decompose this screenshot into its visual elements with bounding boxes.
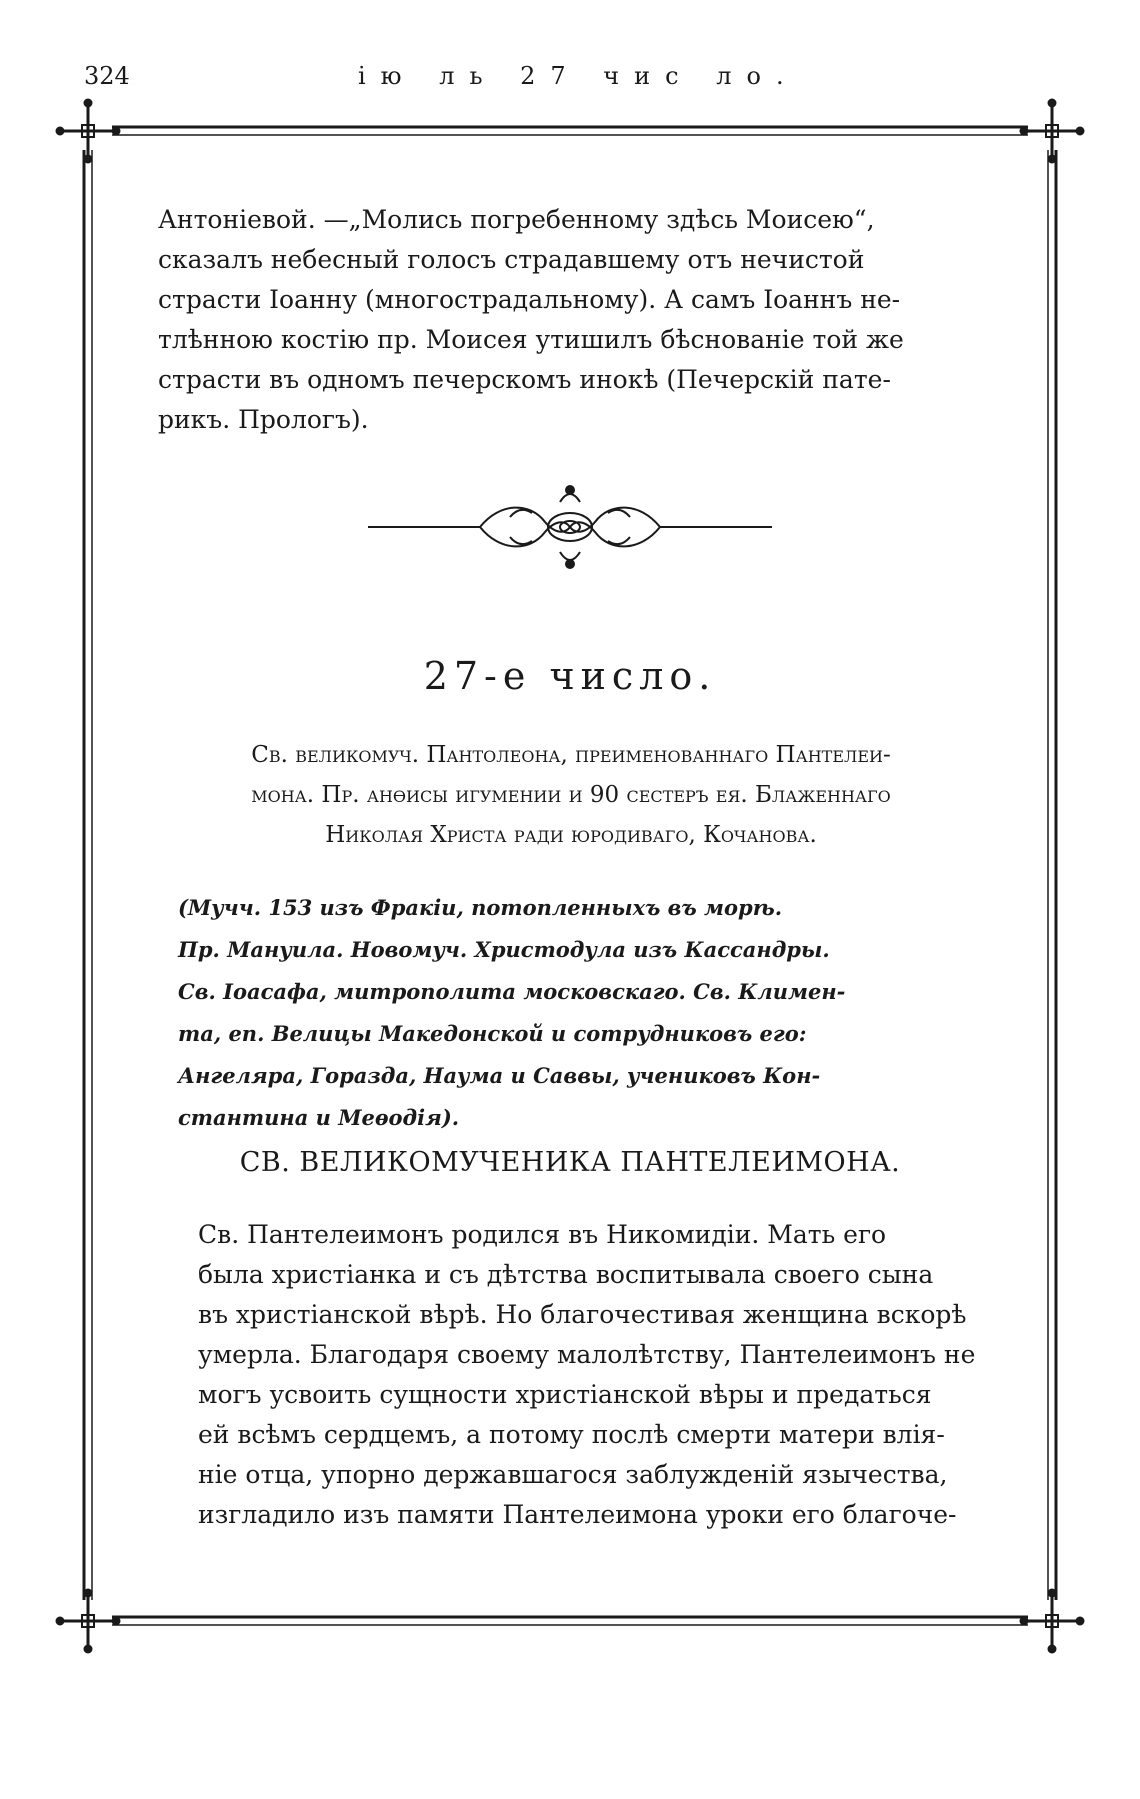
text-line: ей всѣмъ сердцемъ, а потому послѣ смерти матери влія- [198,1420,945,1449]
text-line: ніе отца, упорно державшагося заблужденій язычества, [198,1460,948,1489]
text-line: Николая Христа ради юродиваго, Кочанова. [325,822,817,848]
ornament-divider-icon [360,472,780,582]
page-number: 324 [84,62,130,90]
text-line: Антоніевой. —„Молись погребенному здѣсь Моисею“, [158,205,875,234]
text-line: Св. великомуч. Пантолеона, преименованнаго Пантелеи- [251,742,891,768]
text-line: рикъ. Прологъ). [158,405,369,434]
text-line: страсти въ одномъ печерскомъ инокѣ (Печерскій пате- [158,365,891,394]
text-line: та, еп. Велицы Македонской и сотрудниковъ его: [178,1021,807,1046]
running-title: ію ль 27 чис ло. [358,62,799,90]
running-head [0,62,1140,102]
main-text [158,1215,984,1535]
previous-entry-text [158,200,984,440]
text-line: сказалъ небесный голосъ страдавшему отъ нечистой [158,245,865,274]
text-line: умерла. Благодаря своему малолѣтству, Пантелеимонъ не [198,1340,976,1369]
text-line: мона. Пр. анѳисы игумении и 90 сестеръ ея. Блаженнаго [251,782,891,808]
text-line: Ангеляра, Горазда, Наума и Саввы, учениковъ Кон- [178,1063,821,1088]
text-line: страсти Іоанну (многострадальному). А самъ Іоаннъ не- [158,285,901,314]
text-line: въ христіанской вѣрѣ. Но благочестивая женщина вскорѣ [198,1300,967,1329]
text-line: Св. Іоасафа, митрополита московскаго. Св. Климен- [178,979,846,1004]
text-line: (Мучч. 153 изъ Фракіи, потопленныхъ въ морѣ. [178,895,783,920]
text-line: стантина и Меѳодія). [178,1105,460,1130]
commemorations-list [158,735,984,855]
text-line: изгладило изъ памяти Пантелеимона уроки его благоче- [198,1500,957,1529]
day-heading: 27-е число. [423,654,717,698]
text-line: Св. Пантелеимонъ родился въ Никомидіи. Мать его [198,1220,887,1249]
text-line: могъ усвоить сущности христіанской вѣры и предаться [198,1380,932,1409]
text-line: была христіанка и съ дѣтства воспитывала своего сына [198,1260,934,1289]
text-line: тлѣнною костію пр. Моисея утишилъ бѣснованіе той же [158,325,904,354]
section-heading: СВ. ВЕЛИКОМУЧЕНИКА ПАНТЕЛЕИМОНА. [239,1147,901,1178]
text-line: Пр. Мануила. Новомуч. Христодула изъ Кассандры. [178,937,830,962]
other-saints-list [178,887,984,1139]
